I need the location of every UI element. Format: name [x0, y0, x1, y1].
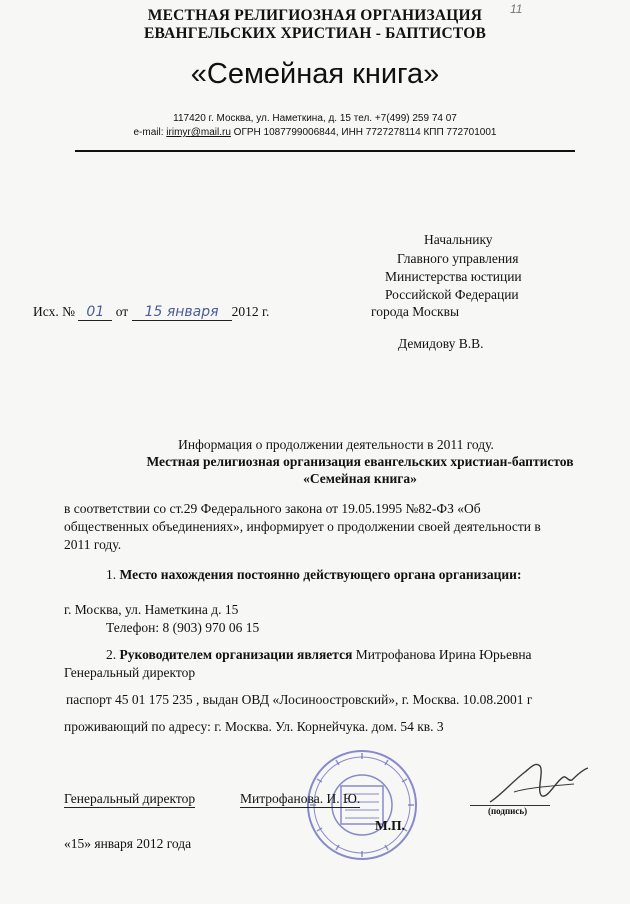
outgoing-date: 15 января — [132, 304, 232, 321]
addressee-line1: Начальнику — [424, 232, 493, 247]
para1-line2: общественных объединениях», информирует о продолжении своей деятельности в — [64, 519, 541, 534]
director-name: Митрофанова Ирина Юрьевна — [355, 647, 532, 662]
addressee-line5: города Москвы — [371, 304, 460, 319]
outgoing-reference — [33, 304, 269, 321]
item1-title: Место нахождения постоянно действующего органа организации: — [119, 567, 522, 582]
item1-heading — [106, 567, 521, 583]
handwritten-signature — [470, 752, 600, 812]
org-full-name: Местная религиозная организация евангельских христиан-баптистов — [146, 454, 574, 469]
director-position: Генеральный директор — [64, 665, 196, 680]
email-link[interactable]: irimyr@mail.ru — [166, 127, 231, 138]
outgoing-year: 2012 г. — [231, 304, 270, 319]
addressee-line4: Российской Федерации — [385, 287, 519, 302]
seal-place-label: М.П. — [375, 818, 405, 833]
org-address: г. Москва, ул. Наметкина д. 15 — [64, 602, 239, 617]
document-title: «Семейная книга» — [190, 58, 440, 90]
registry-line — [0, 127, 630, 138]
item2-heading — [106, 647, 532, 663]
item2-number: 2. — [106, 647, 117, 662]
address-line: 117420 г. Москва, ул. Наметкина, д. 15 тел. +7(499) 259 74 07 — [173, 113, 457, 124]
org-name-line2: ЕВАНГЕЛЬСКИХ ХРИСТИАН - БАПТИСТОВ — [143, 25, 486, 42]
subject-line: Информация о продолжении деятельности в 2011 году. — [178, 437, 494, 452]
header-divider — [75, 150, 575, 152]
signatory-position: Генеральный директор — [64, 791, 196, 806]
registry-numbers: ОГРН 1087799006844, ИНН 7727278114 КПП 772701001 — [233, 127, 497, 138]
addressee-line3: Министерства юстиции — [385, 269, 522, 284]
email-label: e-mail: — [133, 127, 164, 138]
para1-line1: в соответствии со ст.29 Федерального закона от 19.05.1995 №82-ФЗ «Об — [64, 501, 481, 516]
residence-line: проживающий по адресу: г. Москва. Ул. Корнейчука. дом. 54 кв. 3 — [64, 719, 444, 734]
addressee-line2: Главного управления — [397, 251, 519, 266]
item1-number: 1. — [106, 567, 117, 582]
org-short-name: «Семейная книга» — [303, 471, 417, 486]
signatory-name: Митрофанова. И. Ю. — [240, 791, 361, 806]
org-name-line1: МЕСТНАЯ РЕЛИГИОЗНАЯ ОРГАНИЗАЦИЯ — [147, 7, 483, 24]
signature-label: (подпись) — [488, 806, 528, 816]
addressee-name: Демидову В.В. — [398, 336, 484, 351]
document-date: «15» января 2012 года — [64, 836, 192, 851]
org-phone: Телефон: 8 (903) 970 06 15 — [106, 620, 260, 635]
para1-line3: 2011 году. — [64, 537, 122, 552]
page-number-mark: 11 — [510, 2, 523, 16]
outgoing-from: от — [115, 304, 129, 319]
outgoing-prefix: Исх. № — [33, 304, 75, 319]
item2-bold: Руководителем организации является — [119, 647, 353, 662]
passport-line: паспорт 45 01 175 235 , выдан ОВД «Лосиноостровский», г. Москва. 10.08.2001 г — [66, 692, 533, 707]
outgoing-number: 01 — [78, 304, 112, 321]
